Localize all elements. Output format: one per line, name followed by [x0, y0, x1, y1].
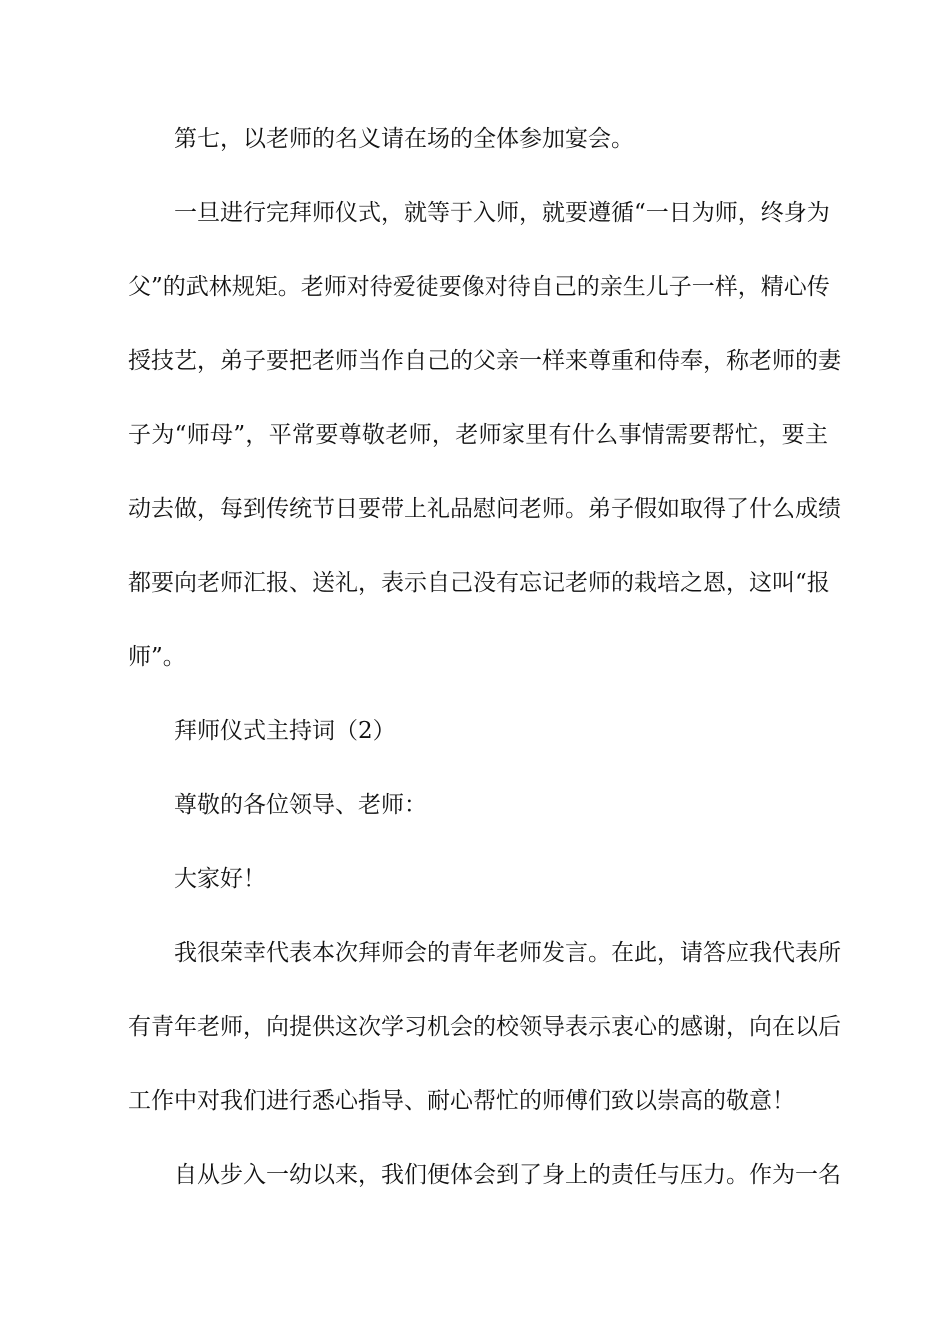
- text-line-2: 一旦进行完拜师仪式，就等于入师，就要遵循“一日为师，终身为: [174, 200, 830, 226]
- text-line-1: 第七，以老师的名义请在场的全体参加宴会。: [174, 126, 634, 152]
- greeting: 大家好！: [174, 866, 266, 892]
- text-line-12: 我很荣幸代表本次拜师会的青年老师发言。在此，请答应我代表所: [174, 940, 841, 966]
- text-line-13: 有青年老师，向提供这次学习机会的校领导表示衷心的感谢，向在以后: [128, 1014, 841, 1040]
- text-line-7: 都要向老师汇报、送礼，表示自己没有忘记老师的栽培之恩，这叫“报: [128, 570, 830, 596]
- text-line-8: 师”。: [128, 644, 186, 670]
- text-line-4: 授技艺，弟子要把老师当作自己的父亲一样来尊重和侍奉，称老师的妻: [128, 348, 841, 374]
- salutation: 尊敬的各位领导、老师：: [174, 792, 427, 818]
- text-line-3: 父”的武林规矩。老师对待爱徒要像对待自己的亲生儿子一样，精心传: [128, 274, 830, 300]
- text-line-6: 动去做，每到传统节日要带上礼品慰问老师。弟子假如取得了什么成绩: [128, 496, 841, 522]
- text-line-14: 工作中对我们进行悉心指导、耐心帮忙的师傅们致以崇高的敬意！: [128, 1088, 795, 1114]
- text-line-15: 自从步入一幼以来，我们便体会到了身上的责任与压力。作为一名: [174, 1162, 841, 1188]
- text-line-5: 子为“师母”，平常要尊敬老师，老师家里有什么事情需要帮忙，要主: [128, 422, 828, 448]
- section-heading: 拜师仪式主持词（2）: [174, 718, 396, 744]
